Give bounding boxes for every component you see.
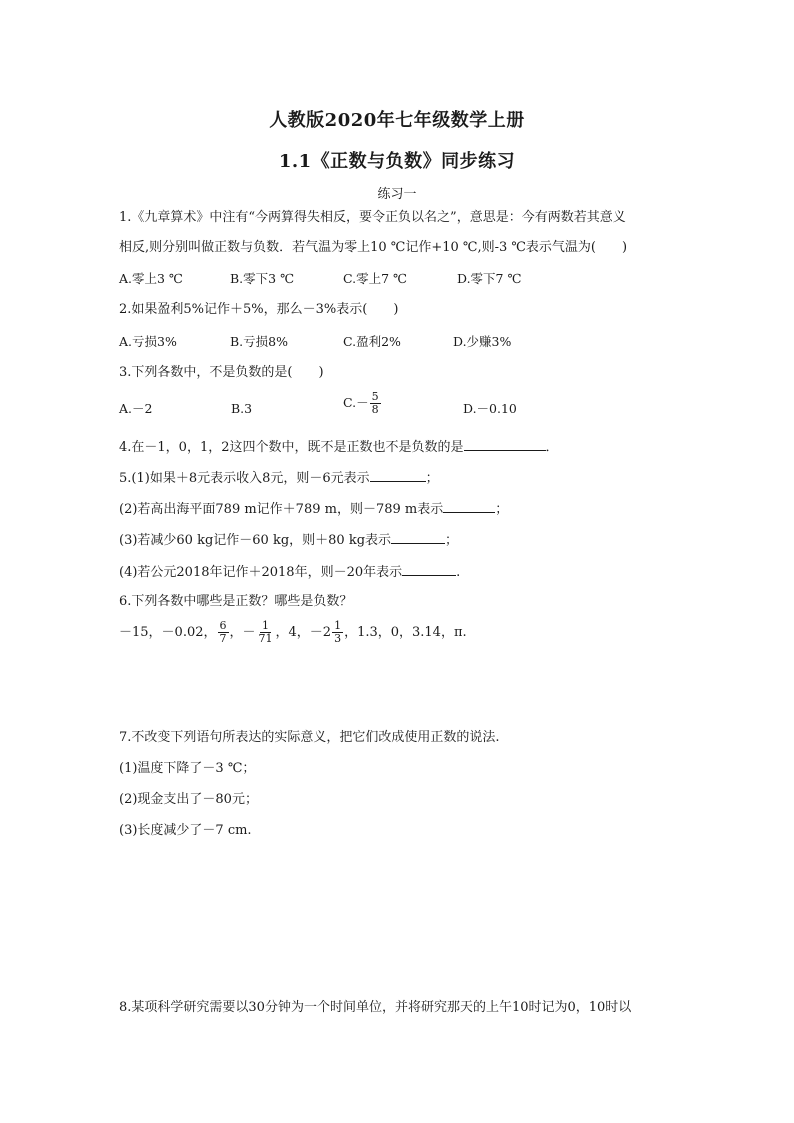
answer-blank[interactable] [402, 562, 456, 576]
q6-numbers-part-2: ，－ [229, 625, 256, 640]
question-1-line-1: 1.《九章算术》中注有“今两算得失相反，要令正负以名之”，意思是：今有两数若其意义 [119, 210, 626, 225]
q2-option-c: C.盈利2% [343, 334, 401, 349]
fraction-five-eighths [370, 391, 381, 416]
q6-numbers-part-3: ，4，－2 [275, 625, 332, 640]
question-1-line-2: 相反,则分别叫做正数与负数．若气温为零上10 ℃记作+10 ℃,则-3 ℃表示气温为( ) [119, 240, 628, 255]
q6-number-list [119, 620, 467, 645]
q6-numbers-part-1: －15，－0.02， [119, 625, 217, 640]
fraction-denominator: 7 [219, 632, 227, 645]
fraction-one-third [332, 620, 343, 645]
q5-part-2-text: (2)若高出海平面789 m记作＋789 m，则－789 m表示 [119, 502, 444, 517]
question-8: 8.某项科学研究需要以30分钟为一个时间单位，并将研究那天的上午10时记为0，10时以 [119, 1000, 632, 1015]
question-4-text: 4.在－1，0，1，2这四个数中，既不是正数也不是负数的是 [119, 440, 464, 455]
question-4 [119, 437, 559, 457]
answer-blank[interactable] [464, 437, 546, 451]
document-subtitle: 1.1《正数与负数》同步练习 [278, 151, 516, 172]
fraction-numerator: 6 [219, 619, 227, 632]
question-2: 2.如果盈利5%记作＋5%，那么－3%表示( ) [119, 302, 399, 317]
question-5-part-3 [119, 530, 458, 550]
answer-blank[interactable] [370, 468, 426, 482]
q5-part-1-text: 5.(1)如果＋8元表示收入8元，则－6元表示 [119, 471, 370, 486]
section-heading: 练习一 [377, 187, 417, 202]
fraction-numerator: 5 [371, 390, 379, 403]
q1-option-c: C.零上7 ℃ [343, 271, 408, 286]
question-5-part-4 [119, 562, 460, 582]
q7-part-1: (1)温度下降了－3 ℃； [119, 761, 256, 776]
q3-option-d: D.－0.10 [463, 401, 517, 416]
question-5-part-2 [119, 499, 508, 519]
q3-option-c-prefix: C.－ [343, 395, 369, 410]
question-5-part-1 [119, 468, 439, 488]
q3-option-a: A.－2 [119, 401, 153, 416]
q1-option-d: D.零下7 ℃ [457, 271, 522, 286]
fraction-denominator: 8 [371, 403, 379, 416]
question-4-end: ． [545, 440, 559, 455]
q5-part-3-end: ； [445, 533, 459, 548]
fraction-one-seventy-first [257, 620, 275, 645]
q2-option-a: A.亏损3% [119, 334, 177, 349]
document-title: 人教版2020年七年级数学上册 [269, 110, 525, 131]
q1-option-b: B.零下3 ℃ [230, 271, 295, 286]
q2-option-b: B.亏损8% [230, 334, 288, 349]
question-3: 3.下列各数中，不是负数的是( ) [119, 365, 324, 380]
fraction-denominator: 71 [258, 632, 273, 645]
q5-part-3-text: (3)若减少60 kg记作－60 kg，则＋80 kg表示 [119, 533, 392, 548]
q3-option-b: B.3 [231, 401, 253, 416]
q5-part-1-end: ； [425, 471, 439, 486]
q5-part-4-text: (4)若公元2018年记作＋2018年，则－20年表示 [119, 565, 403, 580]
answer-blank[interactable] [391, 530, 445, 544]
q6-numbers-part-4: ，1.3，0，3.14，π. [344, 625, 467, 640]
q2-option-d: D.少赚3% [453, 334, 512, 349]
q7-part-2: (2)现金支出了－80元； [119, 792, 258, 807]
question-7: 7.不改变下列语句所表达的实际意义，把它们改成使用正数的说法. [119, 730, 500, 745]
fraction-denominator: 3 [334, 632, 342, 645]
fraction-numerator: 1 [262, 619, 270, 632]
q5-part-2-end: ； [495, 502, 509, 517]
answer-blank[interactable] [443, 499, 495, 513]
q1-option-a: A.零上3 ℃ [119, 271, 183, 286]
question-6: 6.下列各数中哪些是正数？哪些是负数？ [119, 594, 353, 609]
q7-part-3: (3)长度减少了－7 cm. [119, 823, 252, 838]
fraction-numerator: 1 [334, 619, 342, 632]
q3-option-c [343, 391, 382, 416]
fraction-six-sevenths [218, 620, 229, 645]
q5-part-4-end: . [456, 565, 461, 580]
